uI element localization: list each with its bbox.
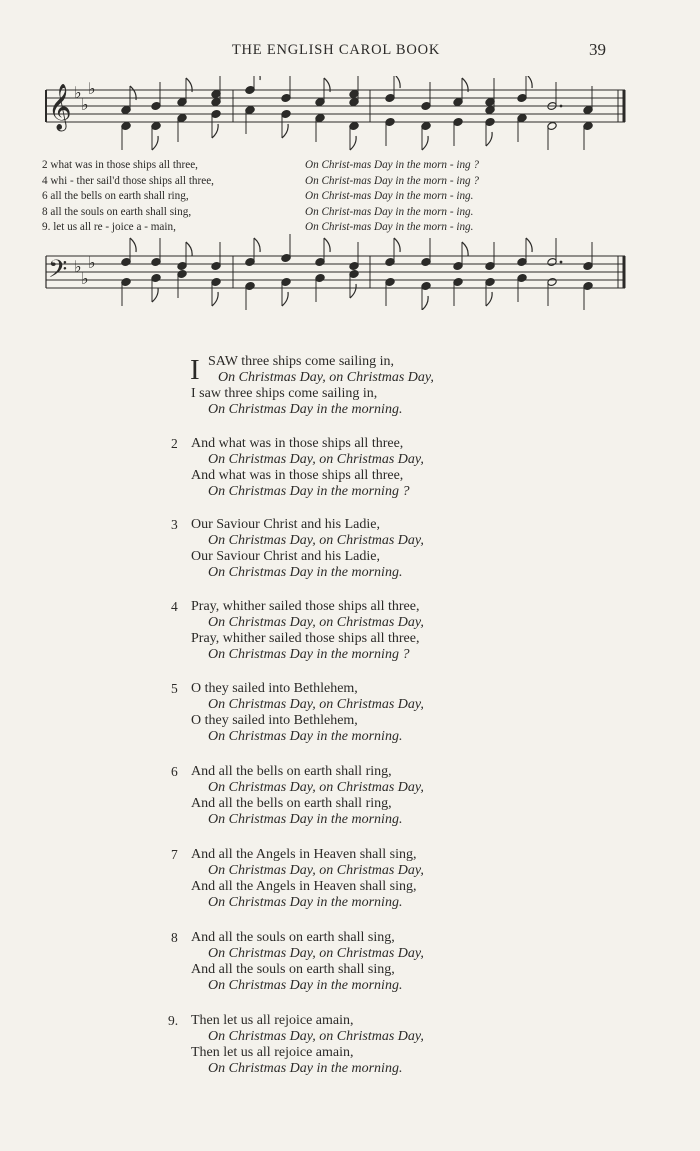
flat-icon: ♭ [81, 269, 89, 288]
note-flag [350, 136, 356, 150]
stanza-number: 8 [171, 930, 178, 945]
underlay-refrain-text: On Christ-mas Day in the morn - ing ? [305, 159, 480, 171]
underlay-verse-text: 4 whi - ther sail'd those ships all three, [42, 174, 214, 187]
underlay-refrain-text: On Christ-mas Day in the morn - ing ? [305, 174, 480, 187]
note-dot [560, 105, 563, 108]
note-flag [212, 124, 218, 138]
underlay-verse-text: 2 what was in those ships all three, [42, 159, 198, 171]
refrain-line: On Christmas Day, on Christmas Day, [208, 780, 424, 795]
note-flag [462, 242, 468, 256]
refrain-line: On Christmas Day in the morning ? [208, 484, 410, 499]
note-flag [350, 284, 356, 298]
verse-line: And what was in those ships all three, [191, 436, 404, 451]
refrain-line: On Christmas Day, on Christmas Day, [208, 863, 424, 878]
verse-line: I saw three ships come sailing in, [191, 386, 378, 401]
refrain-line: On Christmas Day, on Christmas Day, [218, 370, 434, 385]
stanza-number: 6 [171, 764, 178, 779]
verse-line: O they sailed into Bethlehem, [191, 713, 358, 728]
refrain-line: On Christmas Day in the morning. [208, 565, 403, 580]
note-flag [394, 238, 400, 252]
note-flag [186, 242, 192, 256]
note-flag [152, 288, 158, 302]
underlay-line [42, 189, 572, 205]
refrain-line: On Christmas Day, on Christmas Day, [208, 946, 424, 961]
note-flag [130, 238, 136, 252]
verse-line: And all the souls on earth shall sing, [191, 930, 395, 945]
page-header [0, 40, 700, 64]
underlay-line [42, 158, 572, 174]
drop-cap: I [190, 354, 200, 386]
running-title: THE ENGLISH CAROL BOOK [231, 42, 441, 58]
verse-line: Pray, whither sailed those ships all three, [191, 631, 420, 646]
refrain-line: On Christmas Day in the morning. [208, 1061, 403, 1076]
refrain-line: On Christmas Day in the morning. [208, 729, 403, 744]
refrain-line: On Christmas Day in the morning. [208, 812, 403, 827]
note-dot [560, 261, 563, 264]
stanza-number: 4 [171, 599, 178, 614]
refrain-line: On Christmas Day in the morning. [208, 402, 403, 417]
verse-line: And all the bells on earth shall ring, [191, 796, 392, 811]
underlay-line [42, 205, 572, 221]
refrain-line: On Christmas Day, on Christmas Day, [208, 615, 424, 630]
underlay-line [42, 220, 572, 236]
verse-line: O they sailed into Bethlehem, [191, 681, 358, 696]
verse-line: SAW three ships come sailing in, [208, 354, 395, 369]
verse-line: Our Saviour Christ and his Ladie, [191, 517, 380, 532]
underlay-verse-text: 8 all the souls on earth shall sing, [42, 205, 192, 218]
note-flag [526, 76, 532, 88]
stanza-number: 9. [168, 1013, 179, 1028]
underlay-refrain-text: On Christ-mas Day in the morn - ing. [305, 221, 474, 234]
note-flag [254, 238, 260, 252]
verse-line: And all the Angels in Heaven shall sing, [191, 847, 417, 862]
note-flag [394, 76, 400, 88]
treble-clef-icon: 𝄞 [48, 84, 72, 130]
refrain-line: On Christmas Day, on Christmas Day, [208, 533, 424, 548]
note-flag [282, 292, 288, 306]
bass-clef-icon: 𝄢 [48, 255, 68, 290]
underlay-line [42, 174, 572, 190]
note-flag [152, 136, 158, 150]
flat-icon: ♭ [81, 95, 89, 114]
flat-icon: ♭ [74, 83, 82, 102]
underlay-refrain-text: On Christ-mas Day in the morn - ing. [305, 205, 474, 218]
underlay-verse-text: 9. let us all re - joice a - main, [42, 221, 176, 234]
verse-line: And all the Angels in Heaven shall sing, [191, 879, 417, 894]
verse-line: And all the souls on earth shall sing, [191, 962, 395, 977]
note-flag [422, 136, 428, 150]
refrain-line: On Christmas Day in the morning. [208, 978, 403, 993]
verse-line: And what was in those ships all three, [191, 468, 404, 483]
verse-line: Then let us all rejoice amain, [191, 1045, 354, 1060]
note-flag [422, 296, 428, 310]
refrain-line: On Christmas Day in the morning ? [208, 647, 410, 662]
underlay-verse-text: 6 all the bells on earth shall ring, [42, 190, 189, 203]
refrain-line: On Christmas Day in the morning. [208, 895, 403, 910]
verse-line: And all the bells on earth shall ring, [191, 764, 392, 779]
flat-icon: ♭ [74, 257, 82, 276]
note-flag [324, 238, 330, 252]
refrain-line: On Christmas Day, on Christmas Day, [208, 697, 424, 712]
refrain-line: On Christmas Day, on Christmas Day, [208, 1029, 424, 1044]
flat-icon: ♭ [88, 79, 96, 98]
note-flag [486, 292, 492, 306]
page-number: 39 [589, 40, 606, 59]
verse-line: Then let us all rejoice amain, [191, 1013, 354, 1028]
note-flag [486, 132, 492, 146]
stanza-number: 3 [171, 517, 178, 532]
note-flag [526, 238, 532, 252]
stanza-number: 2 [171, 436, 178, 451]
refrain-line: On Christmas Day, on Christmas Day, [208, 452, 424, 467]
verse-line: Our Saviour Christ and his Ladie, [191, 549, 380, 564]
note-flag [212, 292, 218, 306]
verse-line: Pray, whither sailed those ships all three, [191, 599, 420, 614]
lyrics-underlay [42, 158, 572, 236]
note-flag [282, 124, 288, 138]
stanza-number: 5 [171, 681, 178, 696]
stanza-number: 7 [171, 847, 178, 862]
flat-icon: ♭ [88, 253, 96, 272]
note-flag [254, 76, 260, 80]
underlay-refrain-text: On Christ-mas Day in the morn - ing. [305, 190, 474, 203]
